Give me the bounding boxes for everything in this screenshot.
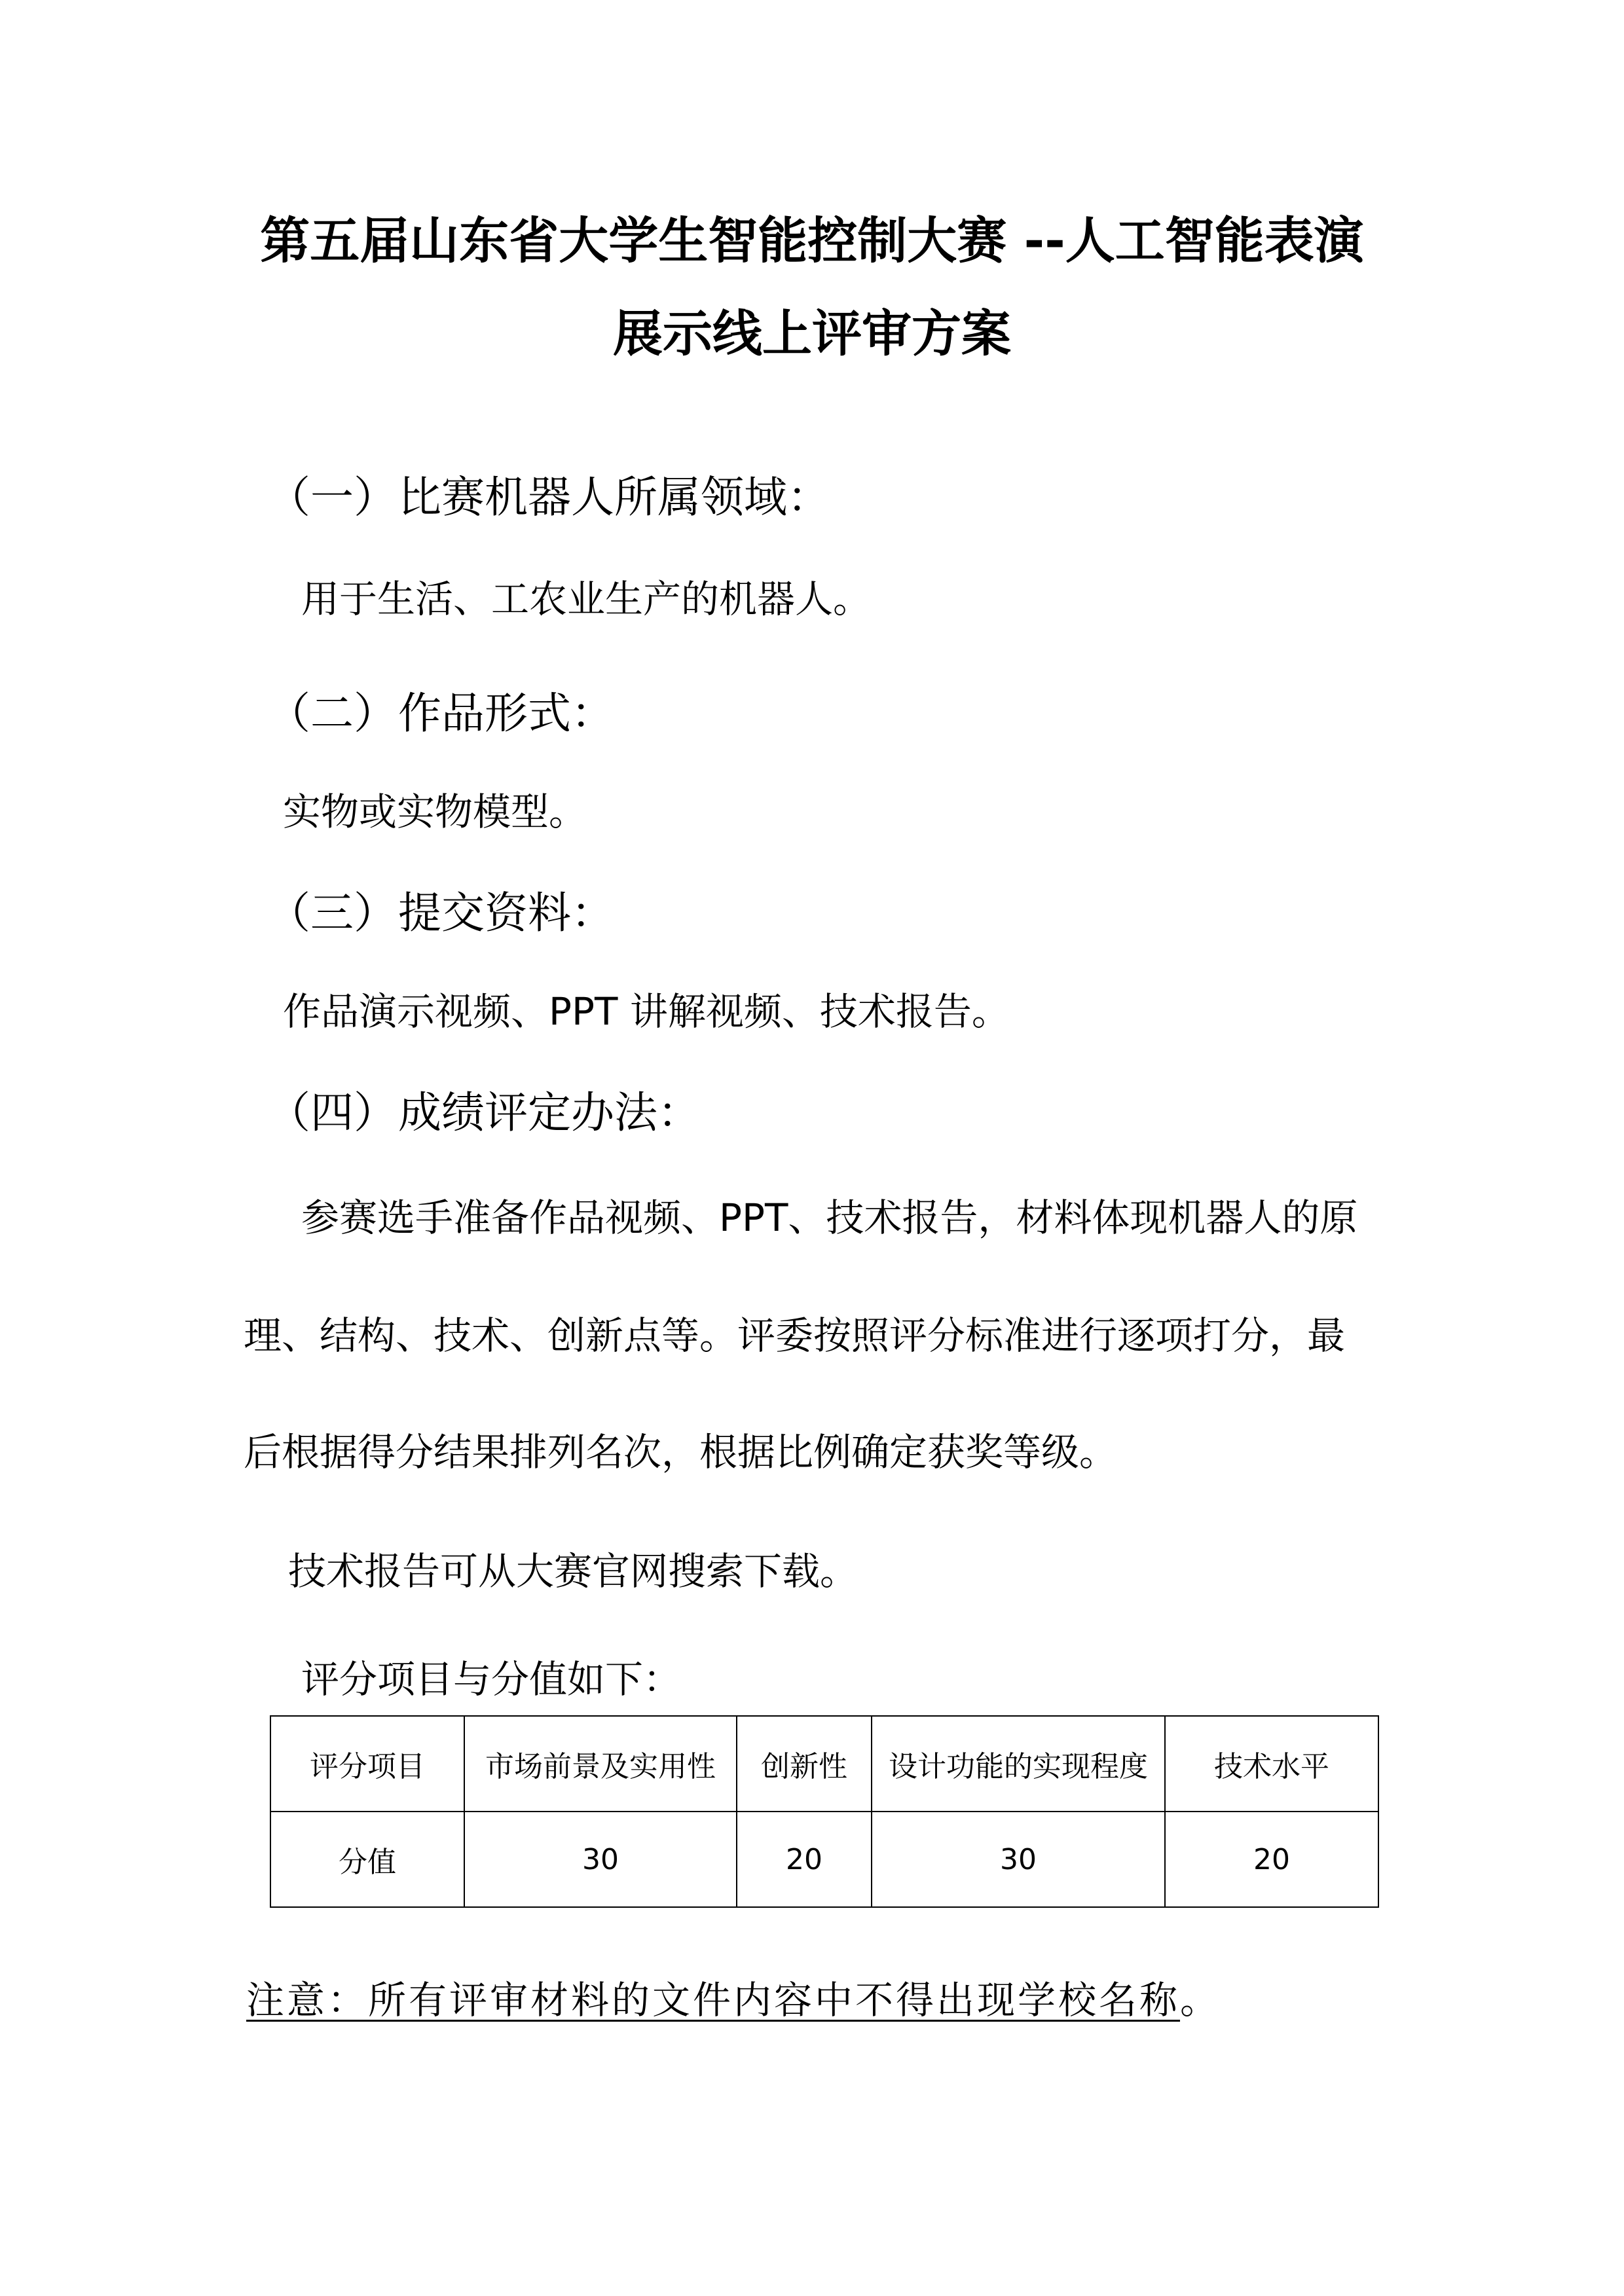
section-title: 作品形式： xyxy=(398,688,614,738)
section-heading-3 xyxy=(267,884,614,943)
method-paragraph-line-1: 参赛选手准备作品视频、PPT、技术报告，材料体现机器人的原 xyxy=(301,1195,1358,1240)
section-number: （四） xyxy=(267,1087,397,1138)
table-header-cell: 评分项目 xyxy=(270,1716,464,1812)
section-number: （一） xyxy=(267,472,397,522)
section-title: 提交资料： xyxy=(398,888,614,938)
section-number: （三） xyxy=(267,888,397,938)
section-number: （二） xyxy=(267,688,397,738)
table-row xyxy=(270,1812,1378,1907)
notice-underlined-text: 注意：所有评审材料的文件内容中不得出现学校名称 xyxy=(246,1978,1181,2022)
table-header-row xyxy=(270,1716,1378,1812)
section-heading-2 xyxy=(267,684,614,743)
section-heading-4 xyxy=(267,1084,701,1142)
section-text-3: 作品演示视频、PPT 讲解视频、技术报告。 xyxy=(283,989,1010,1034)
table-header-cell: 技术水平 xyxy=(1165,1716,1378,1812)
section-heading-1 xyxy=(267,468,830,527)
notice-end-punctuation: 。 xyxy=(1180,1978,1221,2022)
table-header-cell: 创新性 xyxy=(737,1716,872,1812)
table-header-cell: 市场前景及实用性 xyxy=(464,1716,737,1812)
method-paragraph-line-2: 理、结构、技术、创新点等。评委按照评分标准进行逐项打分，最 xyxy=(244,1313,1346,1358)
table-header-cell: 设计功能的实现程度 xyxy=(872,1716,1165,1812)
table-cell: 30 xyxy=(872,1812,1165,1907)
section-text-1: 用于生活、工农业生产的机器人。 xyxy=(301,577,872,621)
section-text-2: 实物或实物模型。 xyxy=(283,790,587,834)
method-paragraph-line-3: 后根据得分结果排列名次，根据比例确定获奖等级。 xyxy=(244,1430,1118,1474)
table-cell: 20 xyxy=(1165,1812,1378,1907)
table-cell: 20 xyxy=(737,1812,872,1907)
section-title: 比赛机器人所属领域： xyxy=(398,472,830,522)
score-table xyxy=(270,1715,1379,1908)
table-intro: 评分项目与分值如下： xyxy=(301,1657,682,1702)
section-title: 成绩评定办法： xyxy=(398,1087,701,1138)
table-cell: 分值 xyxy=(270,1812,464,1907)
notice xyxy=(246,1971,1221,2030)
document-title-line-2: 展示线上评审方案 xyxy=(613,304,1011,363)
download-note: 技术报告可从大赛官网搜索下载。 xyxy=(288,1549,858,1594)
table-cell: 30 xyxy=(464,1812,737,1907)
document-title-line-1: 第五届山东省大学生智能控制大赛 --人工智能表演 xyxy=(260,211,1364,270)
